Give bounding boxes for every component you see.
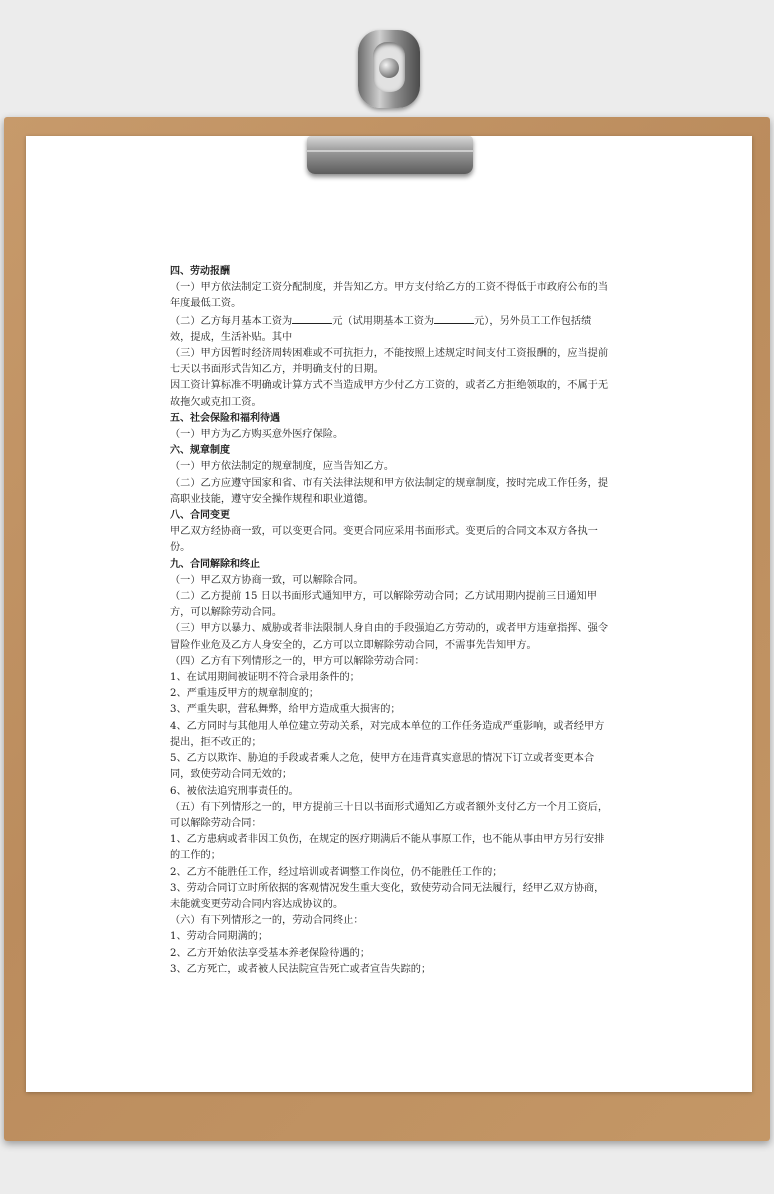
paragraph: （一）甲方依法制定的规章制度，应当告知乙方。: [170, 461, 395, 473]
paragraph: （三）甲方以暴力、威胁或者非法限制人身自由的手段强迫乙方劳动的，或者甲方违章指挥、强令冒险作业危及乙方人身安全的，乙方可以立即解除劳动合同，不需事先告知甲方。: [170, 623, 609, 651]
paragraph: （一）甲方为乙方购买意外医疗保险。: [170, 429, 344, 441]
probation-salary-blank: [434, 313, 474, 324]
list-item: 3、劳动合同订立时所依据的客观情况发生重大变化，致使劳动合同无法履行，经甲乙双方协商，未能就变更劳动合同内容达成协议的。: [170, 882, 605, 910]
salary-paragraph: [170, 313, 610, 346]
paragraph: （二）乙方应遵守国家和省、市有关法律法规和甲方依法制定的规章制度，按时完成工作任务，提高职业技能，遵守安全操作规程和职业道德。: [170, 477, 609, 505]
list-item: 1、劳动合同期满的；: [170, 931, 269, 943]
contract-text: [170, 264, 610, 978]
paragraph: （五）有下列情形之一的，甲方提前三十日以书面形式通知乙方或者额外支付乙方一个月工资后，可以解除劳动合同：: [170, 801, 609, 829]
list-item: 1、在试用期间被证明不符合录用条件的；: [170, 672, 360, 684]
list-item: 3、乙方死亡，或者被人民法院宣告死亡或者宣告失踪的；: [170, 963, 432, 975]
paragraph: 因工资计算标准不明确或计算方式不当造成甲方少付乙方工资的，或者乙方拒绝领取的，不属于无故拖欠或克扣工资。: [170, 380, 609, 408]
section-heading: 五、社会保险和福利待遇: [170, 412, 280, 424]
list-item: 2、乙方不能胜任工作，经过培训或者调整工作岗位，仍不能胜任工作的；: [170, 866, 503, 878]
list-item: 2、乙方开始依法享受基本养老保险待遇的；: [170, 947, 371, 959]
paragraph: （二）乙方提前 15 日以书面形式通知甲方，可以解除劳动合同；乙方试用期内提前三日通知甲方，可以解除劳动合同。: [170, 591, 597, 619]
paragraph: （一）甲方依法制定工资分配制度，并告知乙方。甲方支付给乙方的工资不得低于市政府公布的当年度最低工资。: [170, 282, 609, 310]
section-heading: 九、合同解除和终止: [170, 558, 260, 570]
list-item: 2、严重违反甲方的规章制度的；: [170, 688, 320, 700]
section-heading: 四、劳动报酬: [170, 266, 230, 277]
salary-blank: [292, 313, 332, 324]
clip-rivet-icon: [379, 58, 399, 78]
salary-text-1: （二）乙方每月基本工资为: [170, 315, 293, 327]
salary-text-2: 元（试用期基本工资为: [332, 315, 435, 327]
paragraph: （六）有下列情形之一的，劳动合同终止：: [170, 915, 364, 927]
binder-clip-icon: [307, 136, 473, 174]
list-item: 3、严重失职，营私舞弊，给甲方造成重大损害的；: [170, 704, 401, 716]
list-item: 1、乙方患病或者非因工负伤，在规定的医疗期满后不能从事原工作，也不能从事由甲方另行安排的工作的；: [170, 834, 605, 862]
salary-text-3: 元），另外员工工作包括绩效，提成，生活补贴。其中: [170, 315, 592, 343]
section-heading: 六、规章制度: [170, 445, 230, 457]
paragraph: （四）乙方有下列情形之一的，甲方可以解除劳动合同：: [170, 655, 425, 667]
list-item: 4、乙方同时与其他用人单位建立劳动关系，对完成本单位的工作任务造成严重影响，或者经甲方提出，拒不改正的；: [170, 720, 605, 748]
paragraph: （一）甲乙双方协商一致，可以解除合同。: [170, 574, 364, 586]
list-item: 5、乙方以欺诈、胁迫的手段或者乘人之危，使甲方在违背真实意思的情况下订立或者变更本合同，致使劳动合同无效的；: [170, 753, 595, 781]
paragraph: 甲乙双方经协商一致，可以变更合同。变更合同应采用书面形式。变更后的合同文本双方各执一份。: [170, 526, 598, 554]
list-item: 6、被依法追究刑事责任的。: [170, 785, 299, 797]
paragraph: （三）甲方因暂时经济周转困难或不可抗拒力，不能按照上述规定时间支付工资报酬的，应当提前七天以书面形式告知乙方，并明确支付的日期。: [170, 348, 609, 376]
section-heading: 八、合同变更: [170, 510, 230, 522]
